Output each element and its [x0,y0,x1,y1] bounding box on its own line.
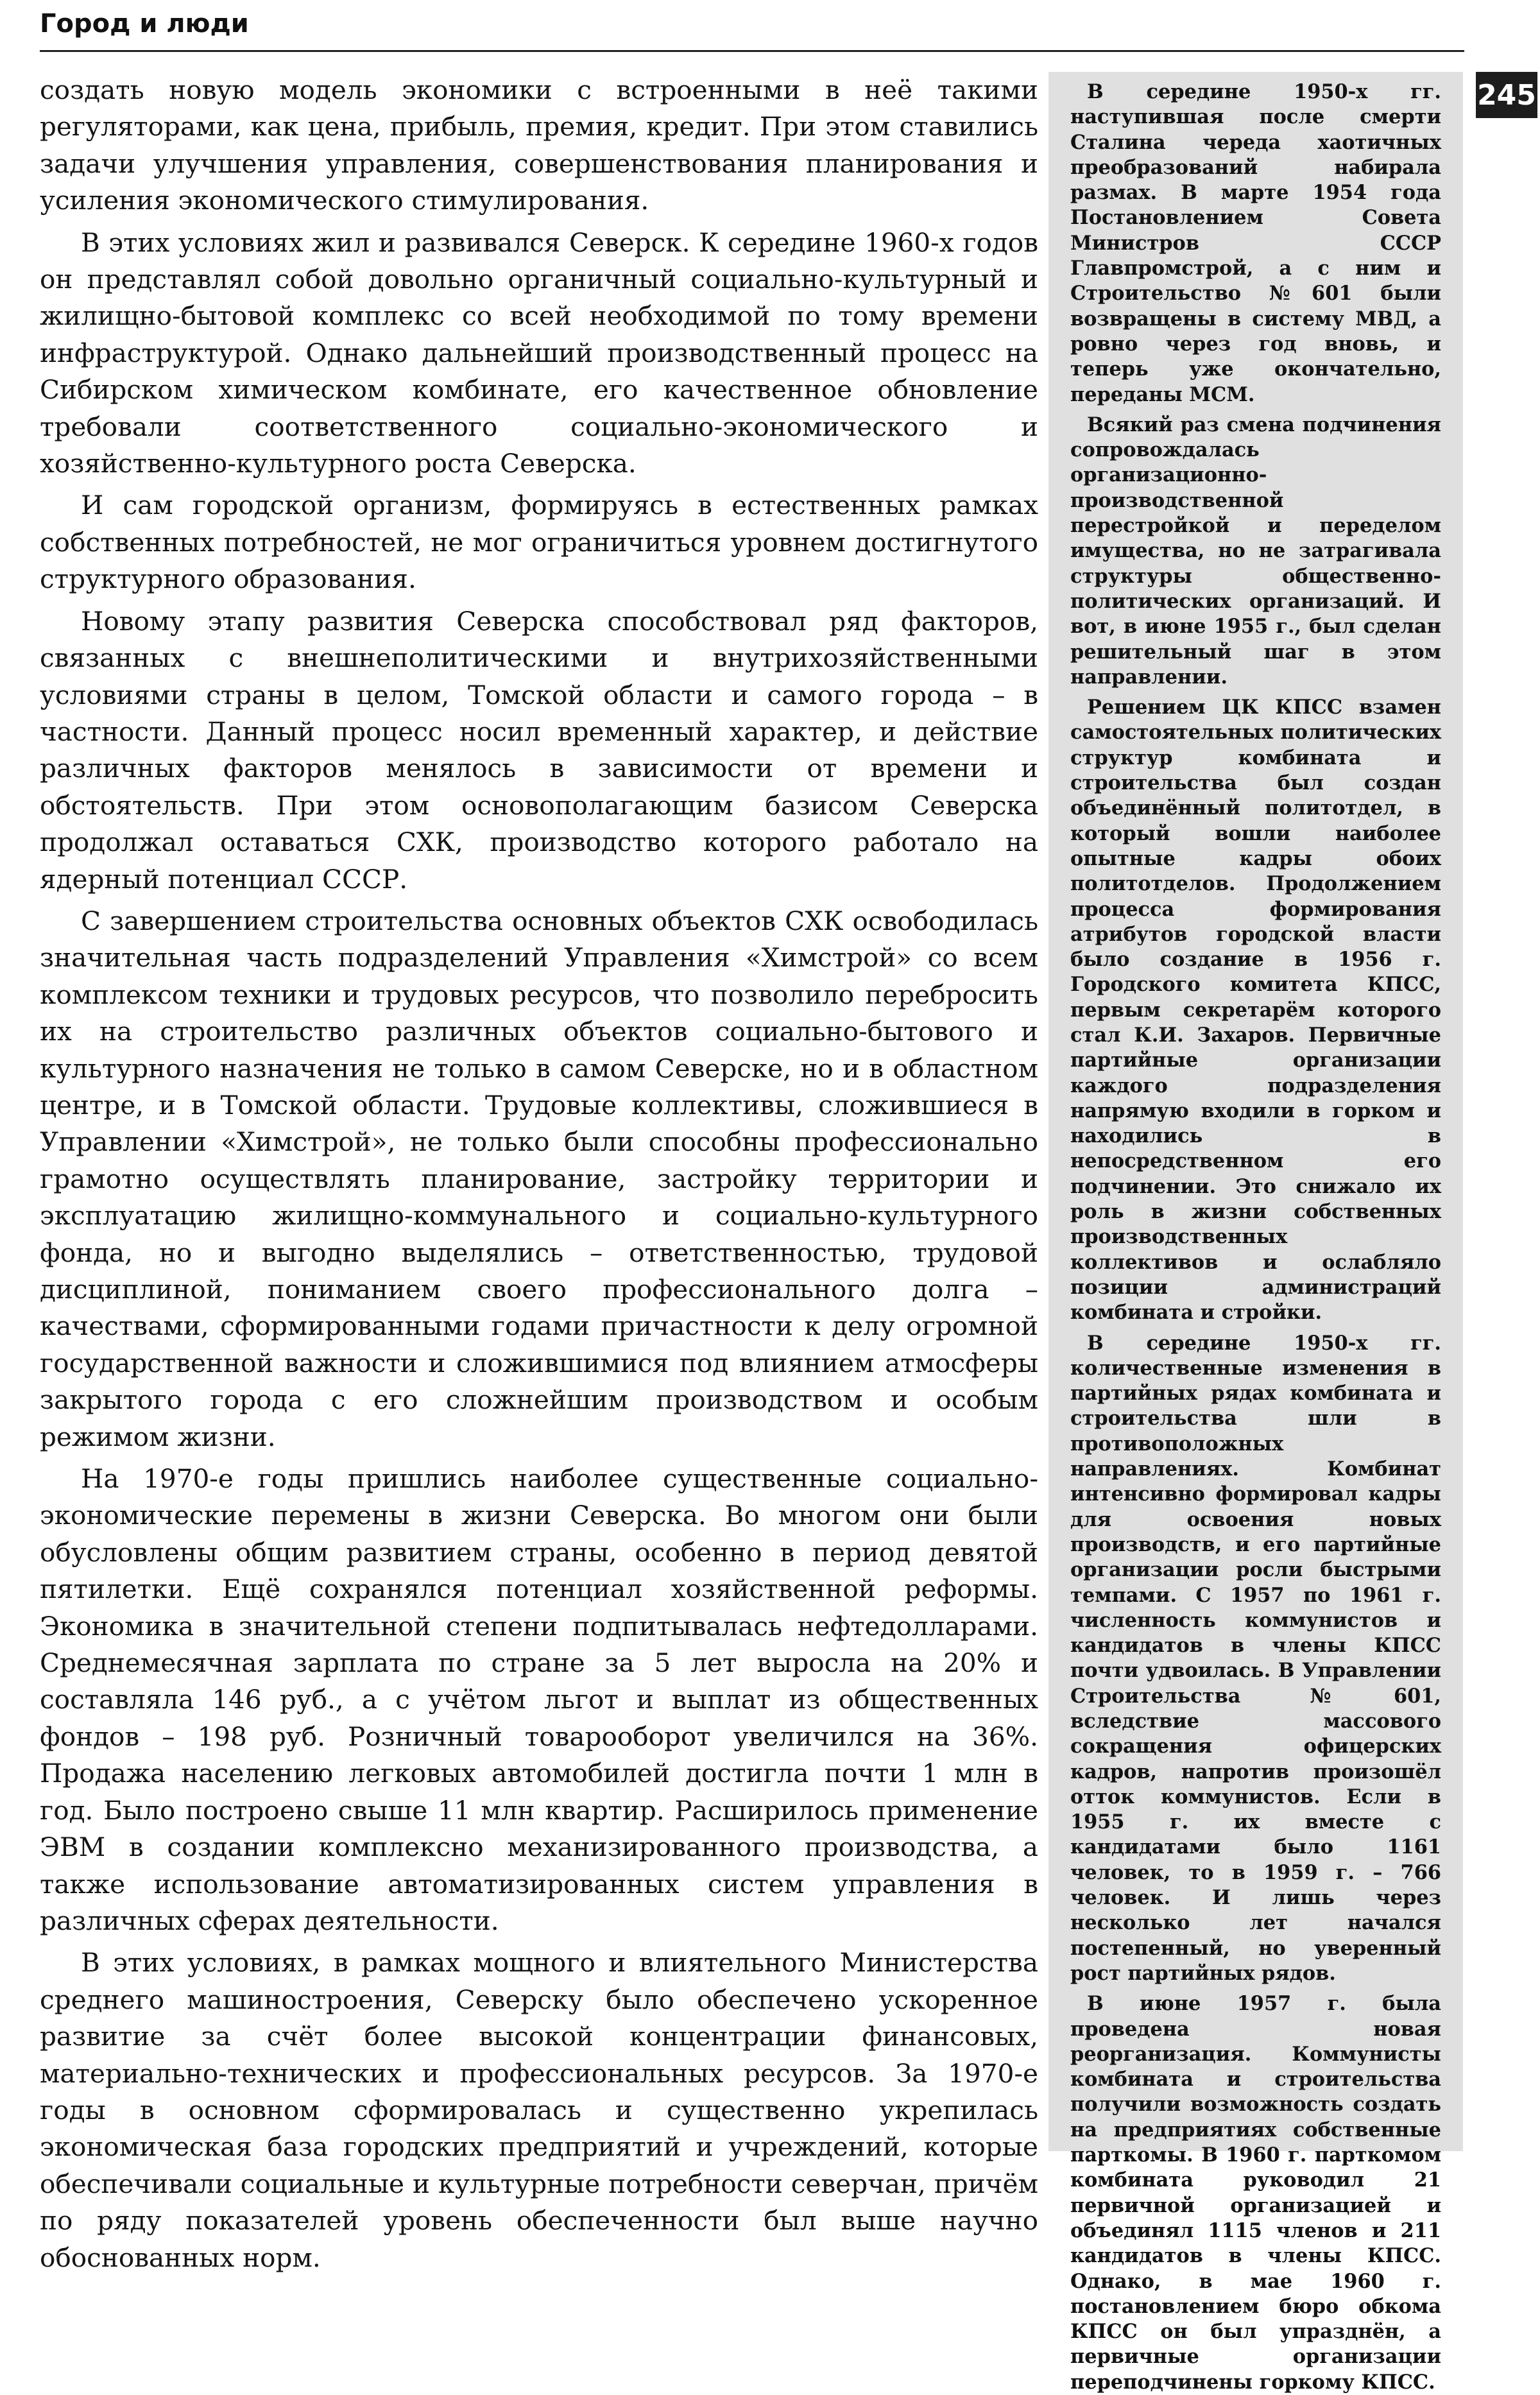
sidebar-paragraph: В середине 1950-х гг. количественные изменения в партийных рядах комбината и строительства шли в противоположных направлениях. Комбинат интенсивно формировал кадры для освоения новых производств, и его партийные организации росли быстрыми темпами. С 1957 по 1961 г. численность коммунистов и кандидатов в члены КПСС почти удвоилась. В Управлении Строительства №601, вследствие массового сокращения офицерских кадров, напротив произошёл отток коммунистов. Если в 1955 г. их вместе с кандидатами было 1161 человек, то в 1959 г. – 766 человек. И лишь через несколько лет начался постепенный, но уверенный рост партийных рядов. [1070,1331,1441,1985]
main-column [40,72,1038,2281]
main-paragraph: В этих условиях, в рамках мощного и влиятельного Министерства среднего машиностроения, Северску было обеспечено ускоренное развитие за счёт более высокой концентрации финансовых, материально-технических и профессиональных ресурсов. За 1970-е годы в основном сформировалась и существенно укрепилась экономическая база городских предприятий и учреждений, которые обеспечивали социальные и культурные потребности северчан, причём по ряду показателей уровень обеспеченности был выше научно обоснованных норм. [40,1947,1038,2273]
main-paragraph: С завершением строительства основных объектов СХК освободилась значительная часть подразделений Управления «Химстрой» со всем комплексом техники и трудовых ресурсов, что позволило перебросить их на строительство различных объектов социально-бытового и культурного назначения не только в самом Северске, но и в областном центре, и в Томской области. Трудовые коллективы, сложившиеся в Управлении «Химстрой», не только были способны профессионально грамотно осуществлять планирование, застройку территории и эксплуатацию жилищно-коммунального и социально-культурного фонда, но и выгодно выделялись – ответственностью, трудовой дисциплиной, пониманием своего профессионального долга – качествами, сформированными годами причастности к делу огромной государственной важности и сложившимися под влиянием атмосферы закрытого города с его сложнейшим производством и особым режимом жизни. [40,905,1038,1452]
main-paragraph: На 1970-е годы пришлись наиболее существенные социально-экономические перемены в жизни Северска. Во многом они были обусловлены общим развитием страны, особенно в период девятой пятилетки. Ещё сохранялся потенциал хозяйственной реформы. Экономика в значительной степени подпитывалась нефтедолларами. Среднемесячная зарплата по стране за 5 лет выросла на 20% и составляла 146 руб., а с учётом льгот и выплат из общественных фондов – 198 руб. Розничный товарооборот увеличился на 36%. Продажа населению легковых автомобилей достигла почти 1 млн в год. Было построено свыше 11 млн квартир. Расширилось применение ЭВМ в создании комплексно механизированного производства, а также использование автоматизированных систем управления в различных сферах деятельности. [40,1463,1038,1936]
sidebar-note [1048,72,1463,2394]
sidebar-paragraph: В середине 1950-х гг. наступившая после смерти Сталина череда хаотичных преобразований набирала размах. В марте 1954 года Постановлением Совета Министров СССР Главпромстрой, а с ним и Строительство №601 были возвращены в систему МВД, а ровно через год вновь, и теперь уже окончательно, переданы МСМ. [1070,80,1441,406]
running-title: Город и люди [40,9,249,39]
sidebar-paragraph: Всякий раз смена подчинения сопровождалась организационно-производственной перестройкой и переделом имущества, но не затрагивала структуры общественно-политических организаций. И вот, в июне 1955 г., был сделан решительный шаг в этом направлении. [1070,413,1441,689]
sidebar-paragraph: Решением ЦК КПСС взамен самостоятельных политических структур комбината и строительства был создан объединённый политотдел, в который вошли наиболее опытные кадры обоих политотделов. Продолжением процесса формирования атрибутов городской власти было создание в 1956 г. Городского комитета КПСС, первым секретарём которого стал К.И. Захаров. Первичные партийные организации каждого подразделения напрямую входили в горком и находились в непосредственном его подчинении. Это снижало их роль в жизни собственных производственных коллективов и ослабляло позиции администраций комбината и стройки. [1070,696,1441,1325]
sidebar-paragraph: В июне 1957 г. была проведена новая реорганизация. Коммунисты комбината и строительства получили возможность создать на предприятиях собственные парткомы. В 1960 г. парткомом комбината руководил 21 первичной организацией и объединял 1115 членов и 211 кандидатов в члены КПСС. Однако, в мае 1960 г. постановлением бюро обкома КПСС он был упразднён, а первичные организации переподчинены горкому КПСС. [1070,1992,1441,2394]
page-number: 245 [1476,72,1537,118]
main-paragraph: Новому этапу развития Северска способствовал ряд факторов, связанных с внешнеполитическими и внутрихозяйственными условиями страны в целом, Томской области и самого города – в частности. Данный процесс носил временный характер, и действие различных факторов менялось в зависимости от времени и обстоятельств. При этом основополагающим базисом Северска продолжал оставаться СХК, производство которого работало на ядерный потенциал СССР. [40,605,1038,895]
main-paragraph: В этих условиях жил и развивался Северск. К середине 1960-х годов он представлял собой довольно органичный социально-культурный и жилищно-бытовой комплекс со всей необходимой по тому времени инфраструктурой. Однако дальнейший производственный процесс на Сибирском химическом комбинате, его качественное обновление требовали соответственного социально-экономического и хозяйственно-культурного роста Северска. [40,227,1038,479]
main-paragraph: создать новую модель экономики с встроенными в неё такими регуляторами, как цена, прибыль, премия, кредит. При этом ставились задачи улучшения управления, совершенствования планирования и усиления экономического стимулирования. [40,74,1038,216]
main-paragraph: И сам городской организм, формируясь в естественных рамках собственных потребностей, не мог ограничиться уровнем достигнутого структурного образования. [40,490,1038,595]
header-rule [40,50,1464,52]
